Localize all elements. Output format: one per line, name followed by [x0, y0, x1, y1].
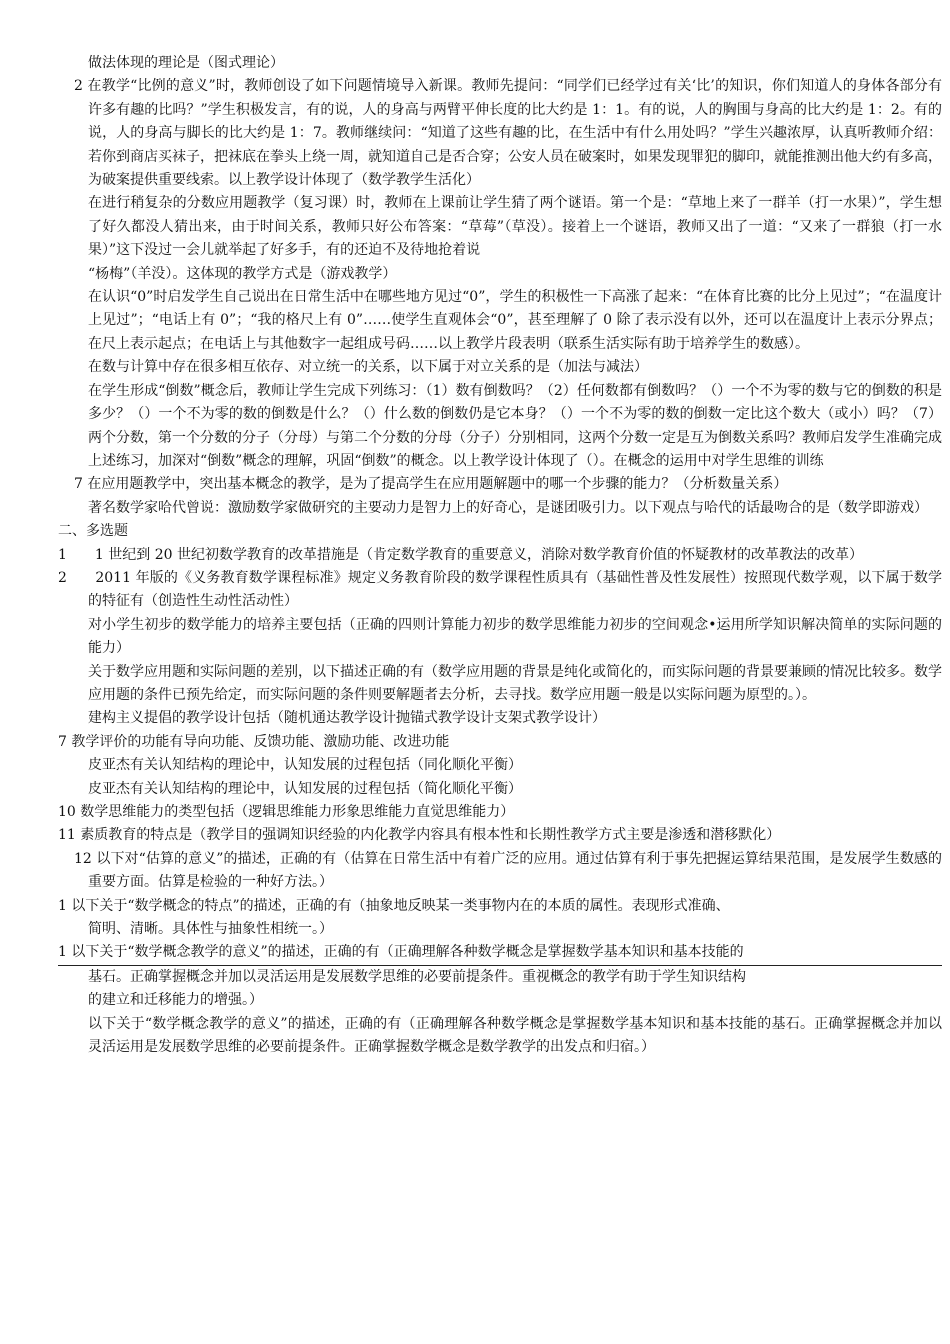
question-zero-concept: 在认识“0”时启发学生自己说出在日常生活中在哪些地方见过“0”，学生的积极性一下高涨了起来：“在体育比赛的比分上见过”；“在温度计上见过”；“电话上有 0”；“我的格尺上有 0”……使学生直观体会“0”，甚至理解了 0 除了表示没有以外，还可以在温度计上表示分界点；在尺上表示起点；在电话上与其他数字一起组成号码……以上教学片段表明（联系生活实际有助于培养学生的数感）。 [88, 289, 942, 352]
mc-question-concept-teaching-line3: 的建立和迁移能力的增强。） [88, 992, 263, 1009]
mc-question-7: 7 教学评价的功能有导向功能、反馈功能、激励功能、改进功能 [58, 733, 450, 750]
section-heading-multiple-choice: 二、多选题 [58, 523, 128, 540]
mc-question-ability: 对小学生初步的数学能力的培养主要包括（正确的四则计算能力初步的数学思维能力初步的空间观念•运用所学知识解决简单的实际问题的能力） [88, 616, 942, 657]
question-reciprocal: 在学生形成“倒数”概念后，教师让学生完成下列练习：（1）数有倒数吗？（2）任何数都有倒数吗？（）一个不为零的数与它的倒数的积是多少？（）一个不为零的数的倒数是什么？（）什么数的倒数仍是它本身？（）一个不为零的数的倒数一定比这个数大（或小）吗？（7）两个分数，第一个分数的分子（分母）与第二个分数的分母（分子）分别相同，这两个分数一定是互为倒数关系吗？教师启发学生准确完成上述练习，加深对“倒数”概念的理解，巩固“倒数”的概念。以上教学设计体现了（）。在概念的运用中对学生思维的训练 [88, 382, 942, 469]
mc-question-2: 2 2011 年版的《义务教育数学课程标准》规定义务教育阶段的数学课程性质具有（基础性普及性发展性）按照现代数学观，以下属于数学的特征有（创造性生动性活动性） [58, 569, 942, 610]
mc-question-concept-teaching-alt: 以下关于“数学概念教学的意义”的描述，正确的有（正确理解各种数学概念是掌握数学基本知识和基本技能的基石。正确掌握概念并加以灵活运用是发展数学思维的必要前提条件。正确掌握数学概念是数学教学的出发点和归宿。） [88, 1015, 942, 1056]
paragraph-schema-theory: 做法体现的理论是（图式理论） [88, 55, 284, 71]
mc-question-11: 11 素质教育的特点是（教学目的强调知识经验的内化教学内容具有根本性和长期性教学方式主要是渗透和潜移默化） [58, 827, 781, 844]
document-body [58, 52, 942, 1059]
mc-question-applied-problems: 关于数学应用题和实际问题的差别，以下描述正确的有（数学应用题的背景是纯化或简化的，而实际问题的背景要兼顾的情况比较多。数学应用题的条件已预先给定，而实际问题的条件则要解题者去分析，去寻找。数学应用题一般是以实际问题为原型的。）。 [88, 663, 942, 703]
mc-question-concept-teaching-line1: 1 以下关于“数学概念教学的意义”的描述，正确的有（正确理解各种数学概念是掌握数学基本知识和基本技能的 [58, 944, 744, 961]
mc-question-concept-teaching-line2: 基石。正确掌握概念并加以灵活运用是发展数学思维的必要前提条件。重视概念的教学有助于学生知识结构 [88, 968, 746, 985]
question-fraction-riddle-answer: “杨梅”（羊没）。这体现的教学方式是（游戏教学） [88, 265, 397, 282]
question-fraction-riddle: 在进行稍复杂的分数应用题教学（复习课）时，教师在上课前让学生猜了两个谜语。第一个是：“草地上来了一群羊（打一水果）”，学生想了好久都没人猜出来，由于时间关系，教师只好公布答案：“草莓”（草没）。接着上一个谜语，教师又出了一道：“又来了一群狼（打一水果）”这下没过一会儿就举起了好多手，有的还迫不及待地抢着说 [88, 195, 942, 259]
question-ratio-meaning: 2 在教学“比例的意义”时，教师创设了如下问题情境导入新课。教师先提问：“同学们已经学过有关‘比’的知识，你们知道人的身体各部分有许多有趣的比吗？”学生积极发言，有的说，人的身高与两臂平伸长度的比大约是 1：1。有的说，人的胸围与身高的比大约是 1：2。有的说，人的身高与脚长的比大约是 1：7。教师继续问：“知道了这些有趣的比，在生活中有什么用处吗？”学生兴趣浓厚，认真听教师介绍：若你到商店买袜子，把袜底在拳头上绕一周，就知道自己是否合穿；公安人员在破案时，如果发现罪犯的脚印，就能推测出他大约有多高，为破案提供重要线索。以上教学设计体现了（数学教学生活化） [74, 78, 942, 189]
question-hardy-quote: 著名数学家哈代曾说：激励数学家做研究的主要动力是智力上的好奇心，是谜团吸引力。以下观点与哈代的话最吻合的是（数学即游戏） [88, 499, 928, 516]
mc-question-concept-features-line1: 1 以下关于“数学概念的特点”的描述，正确的有（抽象地反映某一类事物内在的本质的属性。表现形式准确、 [58, 897, 730, 914]
mc-question-piaget-a: 皮亚杰有关认知结构的理论中，认知发展的过程包括（同化顺化平衡） [88, 757, 522, 774]
mc-question-12: 12 以下对“估算的意义”的描述，正确的有（估算在日常生活中有着广泛的应用。通过估算有利于事先把握运算结果范围，是发展学生数感的重要方面。估算是检验的一种好方法。） [74, 850, 942, 891]
mc-question-piaget-b: 皮亚杰有关认知结构的理论中，认知发展的过程包括（简化顺化平衡） [88, 780, 522, 797]
question-opposite-relation: 在数与计算中存在很多相互依存、对立统一的关系，以下属于对立关系的是（加法与减法） [88, 359, 648, 376]
mc-question-1: 1 1 世纪到 20 世纪初数学教育的改革措施是（肯定数学教育的重要意义，消除对数学教育价值的怀疑教材的改革教法的改革） [58, 546, 863, 563]
mc-question-concept-features-line2: 简明、清晰。具体性与抽象性相统一。） [88, 921, 333, 938]
mc-question-10: 10 数学思维能力的类型包括（逻辑思维能力形象思维能力直觉思维能力） [58, 804, 515, 820]
mc-question-constructivism: 建构主义提倡的教学设计包括（随机通达教学设计抛锚式教学设计支架式教学设计） [88, 710, 606, 727]
question-word-problem: 7 在应用题教学中，突出基本概念的教学，是为了提高学生在应用题解题中的哪一个步骤的能力？（分析数量关系） [74, 476, 788, 493]
